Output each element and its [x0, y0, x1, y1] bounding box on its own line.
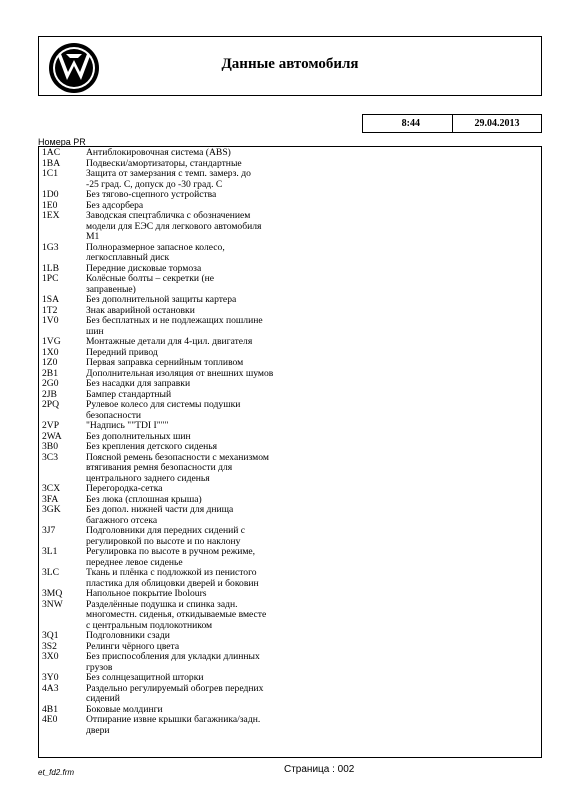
pr-description: "Надпись ""TDI I"""	[86, 420, 169, 431]
pr-code: 1LB	[42, 262, 60, 274]
pr-code: 3LC	[42, 567, 60, 578]
pr-code: 3L1	[42, 546, 58, 557]
list-item	[42, 526, 538, 547]
pr-code: 3J7	[42, 525, 56, 536]
pr-description: Защита от замерзания с темп. замерз. до -25 град. С, допуск до -30 град. С	[86, 168, 251, 190]
pr-description: Передние дисковые тормоза	[86, 262, 202, 274]
pr-code: 3Y0	[42, 672, 59, 683]
pr-code: 2PQ	[42, 399, 60, 410]
pr-description: Без допол. нижней части для днища багажного отсека	[86, 504, 234, 526]
list-item	[42, 295, 538, 306]
list-item	[42, 169, 538, 190]
pr-code: 1PC	[42, 273, 59, 284]
pr-code: 3Q1	[42, 630, 59, 641]
pr-code: 2WA	[42, 430, 62, 442]
pr-code: 3NW	[42, 598, 63, 610]
list-item	[42, 400, 538, 421]
pr-description: Отпирание извне крышки багажника/задн. двери	[86, 714, 261, 736]
list-item	[42, 684, 538, 705]
pr-code: 1EX	[42, 210, 60, 221]
pr-code: 1SA	[42, 294, 60, 305]
page-number: Страница : 002	[284, 764, 355, 775]
list-item	[42, 190, 538, 201]
pr-code: 4A3	[42, 682, 59, 694]
pr-description: Первая заправка сернийным топливом	[86, 357, 244, 368]
pr-code: 3FA	[42, 493, 59, 505]
list-item	[42, 568, 538, 589]
pr-description: Подвески/амортизаторы, стандартные	[86, 157, 242, 169]
pr-code: 1V0	[42, 315, 59, 326]
pr-code: 2B1	[42, 367, 58, 379]
time-value: 8:44	[401, 118, 420, 129]
pr-description: Передний привод	[86, 346, 158, 358]
list-item	[42, 600, 538, 632]
pr-description: Напольное покрытие Ibolours	[86, 588, 207, 599]
list-item	[42, 274, 538, 295]
pr-description: Без тягово-сцепного устройства	[86, 189, 217, 200]
pr-description: Разделённые подушка и спинка задн. многоместн. сиденья, откидываемые вместе с центральным подлокотником	[86, 598, 267, 631]
pr-code: 1D0	[42, 189, 59, 200]
pr-code: 1G3	[42, 241, 59, 253]
pr-description: Без адсорбера	[86, 199, 144, 211]
pr-description: Колёсные болты – секретки (не заправеные)	[86, 273, 215, 295]
pr-description: Регулировка по высоте в ручном режиме, переднее левое сиденье	[86, 546, 256, 568]
time-cell	[362, 118, 452, 129]
pr-description: Подголовники сзади	[86, 630, 170, 641]
pr-code: 3S2	[42, 640, 57, 652]
pr-description: Релинги чёрного цвета	[86, 640, 180, 652]
pr-description: Без люка (сплошная крыша)	[86, 493, 202, 505]
pr-code: 4E0	[42, 714, 58, 725]
pr-description: Знак аварийной остановки	[86, 304, 195, 316]
pr-description: Раздельно регулируемый обогрев передних сидений	[86, 682, 264, 704]
pr-code: 1C1	[42, 168, 58, 179]
pr-code: 2JB	[42, 388, 57, 400]
list-item	[42, 243, 538, 264]
pr-description: Подголовники для передних сидений с регулировкой по высоте и по наклону	[86, 525, 246, 547]
list-item	[42, 337, 538, 348]
list-item	[42, 631, 538, 642]
pr-description: Без солнцезащитной шторки	[86, 672, 204, 683]
date-value: 29.04.2013	[474, 118, 520, 129]
form-name: et_fd2.frm	[38, 768, 75, 777]
pr-code: 1AC	[42, 147, 61, 158]
pr-description: Перегородка-сетка	[86, 483, 163, 494]
pr-code: 3CX	[42, 483, 61, 494]
pr-description: Антиблокировочная система (ABS)	[86, 147, 231, 158]
pr-code: 1T2	[42, 304, 58, 316]
pr-description: Полноразмерное запасное колесо, легкосплавный диск	[86, 241, 225, 263]
list-item	[42, 673, 538, 684]
list-item	[42, 453, 538, 485]
pr-code: 4B1	[42, 703, 58, 715]
pr-code: 3C3	[42, 451, 58, 463]
pr-code: 3GK	[42, 504, 61, 515]
pr-code: 1VG	[42, 336, 61, 347]
pr-description: Без насадки для заправки	[86, 378, 191, 389]
pr-description: Без дополнительной защиты картера	[86, 294, 237, 305]
pr-list	[42, 148, 538, 736]
list-item	[42, 652, 538, 673]
list-item	[42, 715, 538, 736]
pr-code: 3MQ	[42, 588, 63, 599]
list-item	[42, 148, 538, 159]
pr-description: Без дополнительных шин	[86, 430, 191, 442]
list-item	[42, 316, 538, 337]
pr-description: Ткань и плёнка с подложкой из пенистого пластика для облицовки дверей и боковин	[86, 567, 259, 589]
pr-code: 1BA	[42, 157, 61, 169]
pr-description: Монтажные детали для 4-цил. двигателя	[86, 336, 253, 347]
pr-code: 2VP	[42, 420, 60, 431]
section-label: Номера PR	[38, 137, 86, 147]
pr-description: Без бесплатных и не подлежащих пошлине шин	[86, 315, 263, 337]
pr-description: Боковые молдинги	[86, 703, 163, 715]
page-title: Данные автомобиля	[221, 56, 359, 72]
list-item	[42, 505, 538, 526]
pr-description: Заводская спецтабличка с обозначением модели для ЕЭС для легкового автомобиля M1	[86, 210, 262, 242]
pr-description: Дополнительная изоляция от внешних шумов	[86, 367, 274, 379]
pr-description: Без приспособления для укладки длинных грузов	[86, 651, 260, 673]
pr-code: 3X0	[42, 651, 59, 662]
list-item	[42, 358, 538, 369]
pr-description: Бампер стандартный	[86, 388, 172, 400]
list-item	[42, 211, 538, 243]
list-item	[42, 379, 538, 390]
pr-code: 2G0	[42, 378, 59, 389]
pr-code: 3B0	[42, 441, 58, 452]
list-item	[42, 547, 538, 568]
pr-description: Рулевое колесо для системы подушки безопасности	[86, 399, 241, 421]
list-item	[42, 484, 538, 495]
pr-description: Поясной ремень безопасности с механизмом втягивания ремня безопасности для центрального заднего сиденья	[86, 451, 269, 484]
pr-code: 1Z0	[42, 357, 58, 368]
pr-code: 1X0	[42, 346, 59, 358]
pr-description: Без крепления детского сиденья	[86, 441, 218, 452]
pr-code: 1E0	[42, 199, 58, 211]
list-item	[42, 442, 538, 453]
list-item	[42, 421, 538, 432]
list-item	[42, 589, 538, 600]
